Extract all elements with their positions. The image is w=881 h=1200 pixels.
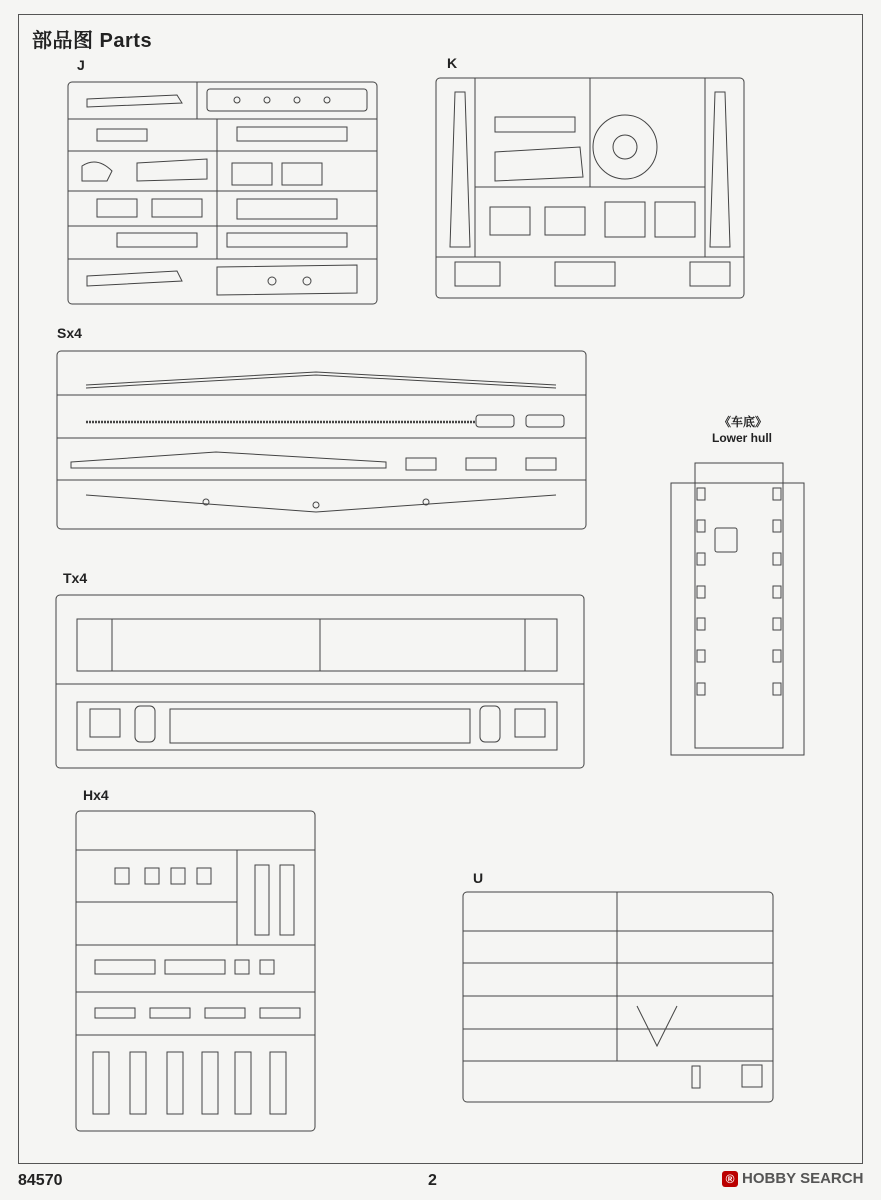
sprue-label-hx4: Hx4: [83, 787, 109, 803]
lower-hull-label-cn: 《车底》: [718, 415, 767, 429]
footer-product-code: 84570: [18, 1172, 63, 1189]
sprue-label-k: K: [447, 55, 458, 71]
sprue-hx4-diagram: [75, 810, 316, 1132]
sprue-sx4-diagram: [56, 350, 587, 530]
sprue-u-diagram: [462, 891, 774, 1103]
sprue-tx4-diagram: [55, 594, 585, 769]
lower-hull-label-en: Lower hull: [712, 431, 772, 445]
lower-hull-diagram: [670, 458, 805, 758]
sprue-label-tx4: Tx4: [63, 570, 88, 586]
sprue-k-diagram: [435, 77, 745, 299]
sprue-label-j: J: [77, 57, 85, 73]
sprue-j-diagram: [67, 81, 378, 305]
footer-page-number: 2: [428, 1172, 437, 1189]
sprue-label-u: U: [473, 870, 484, 886]
brand-text: HOBBY SEARCH: [742, 1170, 864, 1187]
page-title: 部品图 Parts: [32, 30, 153, 52]
brand-mark-icon: ®: [722, 1171, 738, 1187]
brand-watermark: [722, 1170, 863, 1187]
sprue-label-sx4: Sx4: [57, 325, 82, 341]
